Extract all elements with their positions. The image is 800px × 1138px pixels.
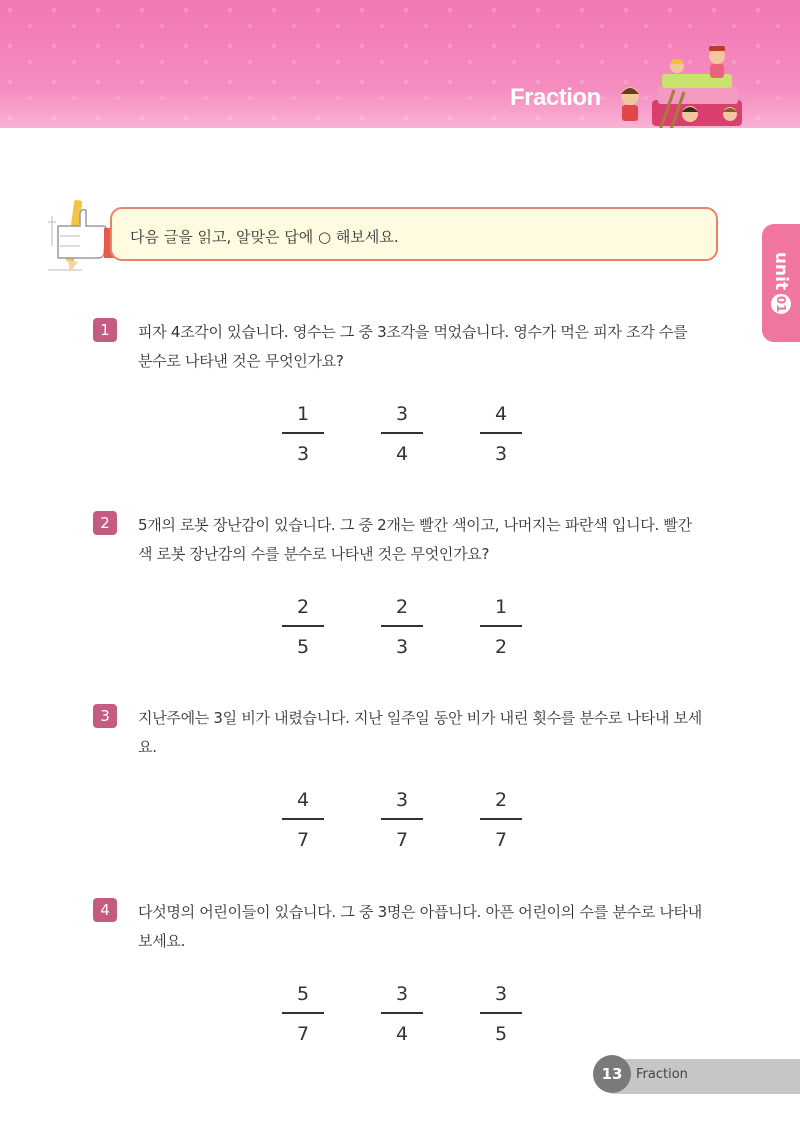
denominator: 3 (395, 636, 409, 658)
page-number: 13 (593, 1055, 631, 1093)
denominator: 7 (296, 829, 310, 851)
fraction-bar (381, 818, 423, 820)
numerator: 2 (296, 596, 310, 618)
choice-fraction-a[interactable] (282, 788, 324, 852)
footer-label: Fraction (636, 1067, 688, 1082)
denominator: 2 (494, 636, 508, 658)
denominator: 5 (296, 636, 310, 658)
choice-fraction-c[interactable] (480, 788, 522, 852)
numerator: 4 (296, 789, 310, 811)
question-number-badge: 4 (93, 898, 117, 922)
answer-choices (282, 788, 522, 858)
fraction-bar (480, 818, 522, 820)
denominator: 7 (296, 1023, 310, 1045)
fraction-bar (480, 432, 522, 434)
unit-tab-label-group (771, 252, 791, 314)
denominator: 4 (395, 443, 409, 465)
question-number-badge: 3 (93, 704, 117, 728)
denominator: 5 (494, 1023, 508, 1045)
unit-tab-number: 01 (771, 294, 791, 314)
numerator: 3 (395, 983, 409, 1005)
fraction-bar (282, 818, 324, 820)
unit-tab-label: unit (771, 251, 791, 291)
numerator: 1 (296, 403, 310, 425)
choice-fraction-a[interactable] (282, 402, 324, 466)
thumbs-up-pencil-icon (46, 196, 116, 272)
choice-fraction-a[interactable] (282, 982, 324, 1046)
choice-fraction-c[interactable] (480, 595, 522, 659)
numerator: 3 (395, 403, 409, 425)
unit-side-tab (762, 224, 800, 342)
header-title: Fraction (510, 84, 601, 111)
numerator: 3 (395, 789, 409, 811)
denominator: 3 (296, 443, 310, 465)
choice-fraction-b[interactable] (381, 982, 423, 1046)
question-text: 다섯명의 어린이들이 있습니다. 그 중 3명은 아픕니다. 아픈 어린이의 수를 분수로 나타내 보세요. (138, 903, 702, 950)
choice-fraction-b[interactable] (381, 595, 423, 659)
choice-fraction-c[interactable] (480, 402, 522, 466)
numerator: 2 (395, 596, 409, 618)
numerator: 1 (494, 596, 508, 618)
choice-fraction-b[interactable] (381, 402, 423, 466)
question-number-badge: 2 (93, 511, 117, 535)
choice-fraction-b[interactable] (381, 788, 423, 852)
instruction-box (110, 207, 718, 261)
answer-choices (282, 982, 522, 1052)
fraction-bar (381, 625, 423, 627)
numerator: 3 (494, 983, 508, 1005)
answer-choices (282, 402, 522, 472)
denominator: 7 (494, 829, 508, 851)
fraction-bar (480, 1012, 522, 1014)
numerator: 4 (494, 403, 508, 425)
page-header (0, 0, 800, 128)
fraction-bar (282, 1012, 324, 1014)
instruction-text: 다음 글을 읽고, 알맞은 답에 ○ 해보세요. (130, 228, 399, 246)
denominator: 4 (395, 1023, 409, 1045)
question-text: 지난주에는 3일 비가 내렸습니다. 지난 일주일 동안 비가 내린 횟수를 분수로 나타내 보세요. (138, 709, 702, 756)
question-number-badge: 1 (93, 318, 117, 342)
fraction-bar (381, 1012, 423, 1014)
denominator: 7 (395, 829, 409, 851)
children-illustration (612, 42, 762, 128)
answer-choices (282, 595, 522, 665)
numerator: 5 (296, 983, 310, 1005)
fraction-bar (480, 625, 522, 627)
numerator: 2 (494, 789, 508, 811)
fraction-bar (282, 625, 324, 627)
choice-fraction-a[interactable] (282, 595, 324, 659)
question-text: 5개의 로봇 장난감이 있습니다. 그 중 2개는 빨간 색이고, 나머지는 파란색 입니다. 빨간 색 로봇 장난감의 수를 분수로 나타낸 것은 무엇인가요? (138, 516, 692, 563)
fraction-bar (381, 432, 423, 434)
fraction-bar (282, 432, 324, 434)
question-text: 피자 4조각이 있습니다. 영수는 그 중 3조각을 먹었습니다. 영수가 먹은 피자 조각 수를 분수로 나타낸 것은 무엇인가요? (138, 323, 688, 370)
choice-fraction-c[interactable] (480, 982, 522, 1046)
denominator: 3 (494, 443, 508, 465)
